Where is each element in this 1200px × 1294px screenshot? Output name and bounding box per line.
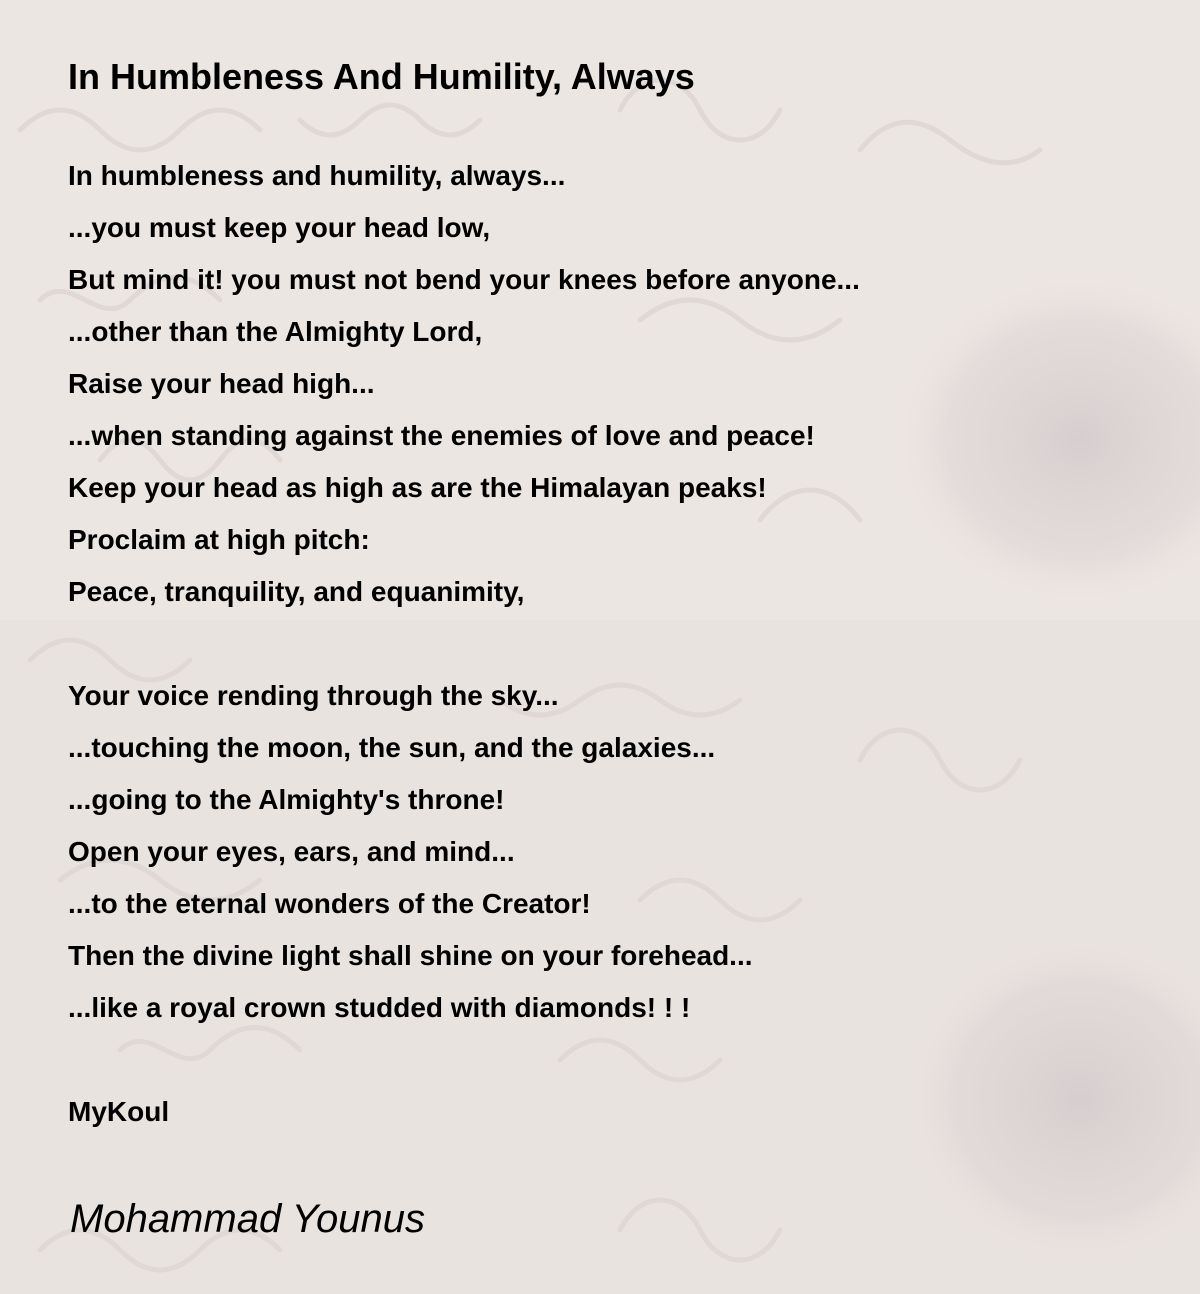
poem-line: ...like a royal crown studded with diamonds! ! ! — [68, 992, 691, 1023]
author-name: Mohammad Younus — [70, 1197, 426, 1241]
poem-line: Raise your head high... — [68, 368, 375, 399]
poem-line: But mind it! you must not bend your knees before anyone... — [68, 264, 860, 295]
poem-line: In humbleness and humility, always... — [68, 160, 566, 191]
poem-body — [68, 150, 860, 1034]
poem-line: ...when standing against the enemies of love and peace! — [68, 420, 815, 451]
poem-line: ...going to the Almighty's throne! — [68, 784, 505, 815]
poem-line: Open your eyes, ears, and mind... — [68, 836, 515, 867]
poem-line: Proclaim at high pitch: — [68, 524, 370, 555]
poem-signoff: MyKoul — [68, 1096, 170, 1127]
poem-line: ...other than the Almighty Lord, — [68, 316, 483, 347]
stanza-break — [68, 618, 860, 670]
poem-line: ...touching the moon, the sun, and the galaxies... — [68, 732, 716, 763]
poem-line: Keep your head as high as are the Himalayan peaks! — [68, 472, 767, 503]
poem-line: Your voice rending through the sky... — [68, 680, 559, 711]
poem-line: Peace, tranquility, and equanimity, — [68, 576, 525, 607]
poem-line: ...to the eternal wonders of the Creator! — [68, 888, 591, 919]
poem-line: Then the divine light shall shine on your forehead... — [68, 940, 753, 971]
poem-title: In Humbleness And Humility, Always — [68, 56, 695, 97]
poem-line: ...you must keep your head low, — [68, 212, 491, 243]
